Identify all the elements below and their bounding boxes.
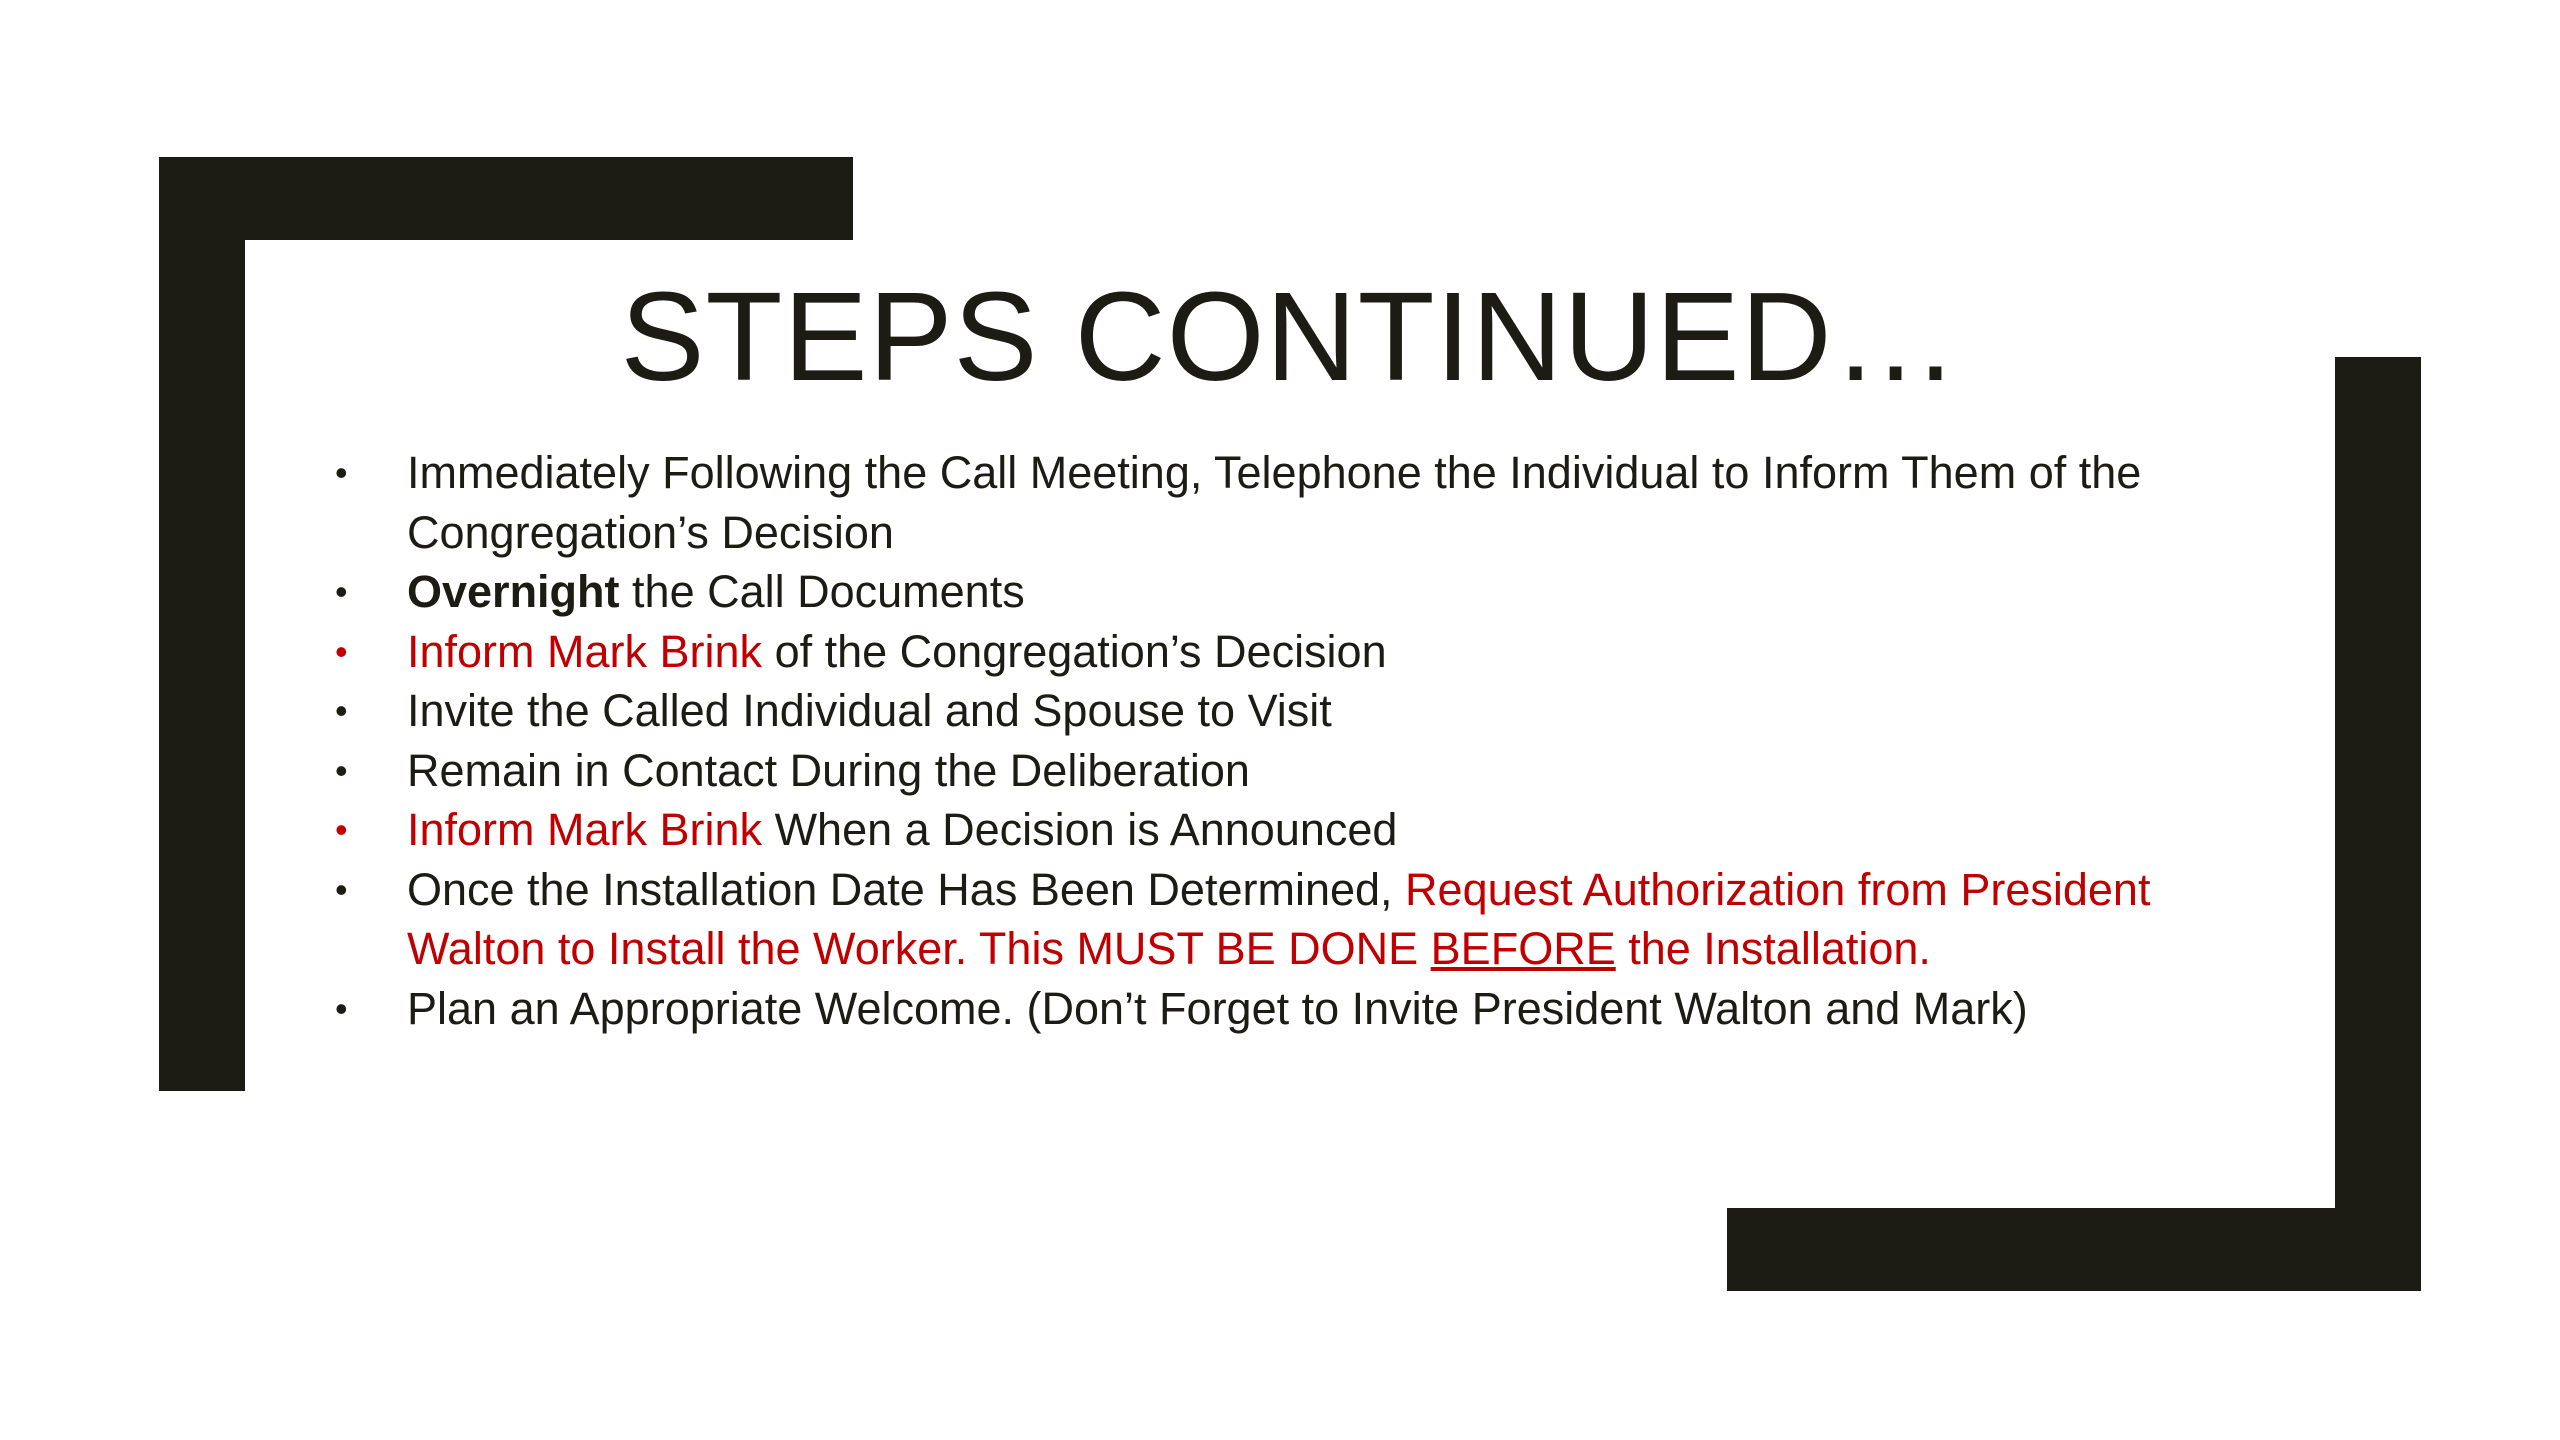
bullet-text: of the Congregation’s Decision (762, 625, 1387, 677)
frame-bottom-right-vertical-bar (2335, 357, 2421, 1291)
bullet-highlight-text: the Installation. (1615, 923, 1931, 974)
slide-title: STEPS CONTINUED… (620, 266, 1960, 407)
bullet-icon: • (335, 987, 348, 1029)
list-item (330, 800, 2280, 860)
bullet-text: Immediately Following the Call Meeting, Telephone the Individual to Inform Them of the Congregation’s Decision (407, 447, 2142, 558)
bullet-text: When a Decision is Announced (762, 804, 1398, 855)
bullet-text: Remain in Contact During the Deliberation (407, 744, 1250, 796)
frame-top-left-vertical-bar (159, 157, 245, 1091)
bullet-icon: • (335, 749, 348, 791)
bullet-list (330, 443, 2280, 1038)
bullet-highlight-text: Inform Mark Brink (407, 804, 763, 855)
bullet-highlight-underlined-text: BEFORE (1430, 923, 1616, 974)
bullet-text: the Call Documents (619, 566, 1025, 617)
list-item (330, 979, 2280, 1039)
bullet-text: Plan an Appropriate Welcome. (Don’t Forget to Invite President Walton and Mark) (407, 982, 2028, 1034)
list-item (330, 562, 2280, 622)
bullet-icon: • (335, 452, 348, 493)
list-item (330, 443, 2280, 562)
bullet-highlight-text: Inform Mark Brink (407, 625, 763, 677)
bullet-text: Once the Installation Date Has Been Determined, (407, 863, 1406, 915)
frame-bottom-right-horizontal-bar (1727, 1208, 2421, 1291)
bullet-icon: • (335, 630, 348, 672)
frame-top-left-horizontal-bar (159, 157, 853, 240)
list-item (330, 741, 2280, 801)
bullet-icon: • (335, 868, 348, 910)
bullet-text: Invite the Called Individual and Spouse to Visit (407, 685, 1332, 736)
list-item (330, 622, 2280, 682)
bullet-icon: • (335, 809, 348, 850)
bullet-icon: • (335, 690, 348, 731)
bullet-bold-text: Overnight (407, 566, 620, 617)
bullet-highlight-text: Request Authorization from President Walton to Install the Worker. This MUST BE DONE (407, 863, 2151, 974)
list-item (330, 681, 2280, 741)
bullet-icon: • (335, 571, 348, 612)
list-item (330, 860, 2280, 979)
